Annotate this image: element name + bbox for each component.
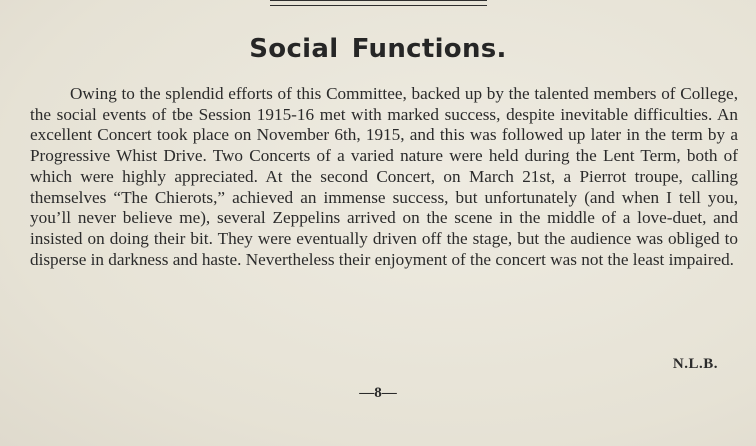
page-number: —8— — [359, 385, 397, 401]
page-title: Social Functions. — [249, 34, 507, 64]
top-divider-rule — [270, 0, 487, 6]
author-signature: N.L.B. — [672, 356, 718, 372]
body-paragraph: Owing to the splendid efforts of this Committee, backed up by the talented members of College, the social events of tbe Session 1915-16 met with marked success, despite inevitable difficulties. An excellent Concert took place on November 6th, 1915, and this was followed up later in the term by a Progressive Whist Drive. Two Concerts of a varied nature were held during the Lent Term, both of which were highly appreciated. At the second Concert, on March 21st, a Pierrot troupe, calling themselves “The Chierots,” achieved an immense success, but unfortunately (and when I tell you, you’ll never believe me), several Zeppelins arrived on the scene in the middle of a love-duet, and insisted on doing their bit. They were eventually driven off the stage, but the audience was obliged to disperse in darkness and haste. Nevertheless their enjoyment of the concert was not the least impaired. — [30, 84, 738, 269]
